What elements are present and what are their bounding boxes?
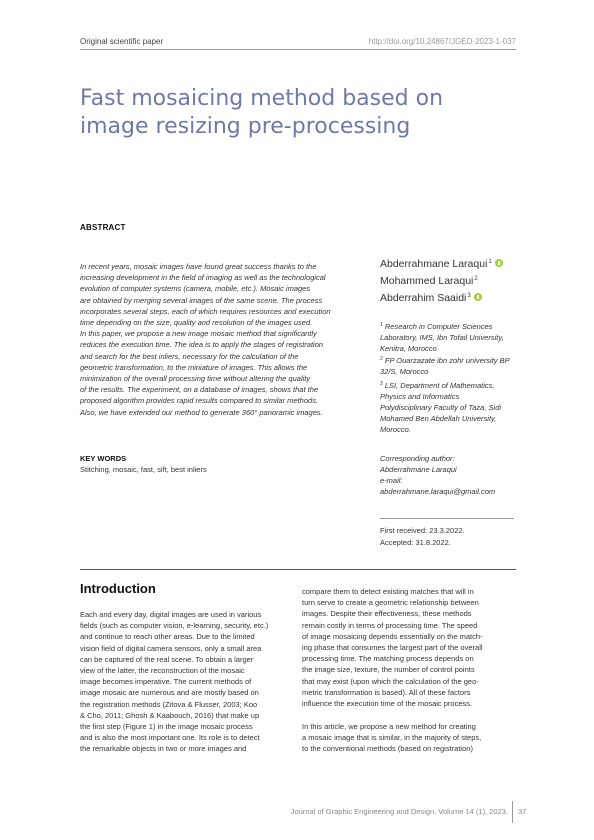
introduction-heading: Introduction [80, 581, 156, 596]
abstract-line: and search for the best inliers, necessary for the calculation of the [80, 351, 299, 361]
body-line: to the conventional methods (based on registration) [302, 744, 473, 754]
body-line: a mosaic image that is similar, in the majority of steps, [302, 733, 482, 743]
corresponding-author [380, 453, 530, 497]
author-name: Abderrahmane Laraqui [380, 258, 488, 270]
body-line: influence the execution time of the mosaic process. [302, 699, 473, 709]
dates-block [380, 525, 465, 548]
abstract-line: of the results. The experiment, on a database of images, shows that the [80, 385, 319, 395]
body-line: Each and every day, digital images are used in various [80, 610, 262, 619]
affiliation-2 [380, 354, 520, 377]
email-label: e-mail: [380, 476, 403, 485]
body-line: and continue to reach other areas. Due to the limited [80, 632, 255, 642]
abstract-line: incorporates several steps, each of which requires resources and execution [80, 306, 331, 316]
abstract-line: are obtained by merging several images of the same scene. The process [80, 295, 323, 305]
section-rule [80, 569, 516, 570]
body-line: image mosaic are numerous and are mostly based on [80, 688, 259, 698]
body-line: of image mosaicing depends essentially on the match- [302, 631, 483, 641]
author-item [380, 272, 530, 289]
affiliation-number: 2 [380, 356, 383, 362]
body-line: the first step (Figure 1) in the image mosaic process [80, 722, 253, 732]
body-line: ing phase that consumes the largest part of the overall [302, 643, 483, 653]
author-item [380, 255, 530, 272]
affiliation-line: Laboratory, IMS, Ibn Tofail University, [380, 333, 504, 342]
affiliation-line: Polydisciplinary Faculty of Taza, Sidi [380, 403, 502, 412]
affiliation-number: 1 [380, 322, 383, 328]
abstract-line: time depending on the size, quality and resolution of the images used. [80, 318, 313, 328]
body-line: and is also the most important one. Its role is to detect [80, 733, 260, 743]
abstract-line: Also, we have extended our method to generate 360° panoramic images. [80, 407, 323, 417]
received-date: First received: 23.3.2022. [380, 526, 465, 535]
corresponding-label: Corresponding author: [380, 454, 455, 463]
author-affil-number: 3 [467, 293, 471, 299]
author-affil-number: 1 [488, 259, 492, 265]
body-line: processing time. The matching process depends on [302, 654, 474, 664]
abstract-line: minimization of the overall processing time without altering the quality [80, 374, 311, 384]
abstract-line: geometric transformation, to the miniature of images. This allows the [80, 362, 308, 372]
abstract-line: proposed algorithm provides rapid results compared to similar methods. [80, 396, 319, 406]
orcid-icon[interactable] [495, 259, 503, 267]
accepted-date: Accepted: 31.8.2022. [380, 537, 451, 547]
orcid-icon[interactable] [474, 293, 482, 301]
abstract-text [80, 261, 362, 418]
header-rule [80, 49, 516, 50]
keywords-heading: KEY WORDS [80, 454, 127, 463]
page-number: 37 [518, 807, 527, 816]
email-link[interactable]: abderrahmane.laraqui@gmail.com [380, 487, 496, 496]
corresponding-name: Abderrahmane Laraqui [380, 465, 457, 474]
affiliation-line: Research in Computer Sciences [384, 322, 493, 331]
body-line: fields (such as computer vision, e-learning, security, etc.) [80, 621, 269, 631]
body-line: images. Despite their effectiveness, these methods [302, 609, 472, 619]
body-line: remain costly in terms of processing time. The speed [302, 620, 478, 630]
body-line: vision field of digital camera sensors, only a small area [80, 643, 262, 653]
body-line: the image size, texture, the number of control points [302, 665, 475, 675]
author-affil-number: 2 [474, 276, 478, 282]
keywords-text: Stitching, mosaic, fast, sift, best inliers [80, 465, 207, 474]
body-line: view of the latter, the reconstruction of the mosaic [80, 666, 245, 676]
body-line: the remarkable objects in two or more images and [80, 744, 247, 754]
author-list [380, 255, 530, 306]
header-category: Original scientific paper [80, 37, 164, 46]
body-line: & Cho, 2011; Ghosh & Kaabouch, 2016) that make up [80, 710, 260, 720]
body-line: In this article, we propose a new method for creating [302, 722, 476, 731]
dates-rule [380, 518, 514, 519]
paper-title: Fast mosaicing method based on image resizing pre-processing [80, 86, 444, 139]
footer-divider [512, 801, 513, 823]
body-line: that may exist (upon which the calculation of the geo- [302, 676, 479, 686]
abstract-line: In recent years, mosaic images have found great success thanks to the [80, 262, 317, 271]
author-name: Abderrahim Saaidi [380, 292, 467, 304]
affiliation-3 [380, 379, 520, 435]
body-line: image becomes imperative. The current methods of [80, 677, 252, 687]
intro-left-column [80, 609, 288, 755]
body-line: metric transformation is based). All of these factors [302, 687, 471, 697]
affiliation-line: Physics and Informatics [380, 392, 460, 401]
affiliation-line: 32/S, Morocco [380, 367, 429, 376]
author-name: Mohammed Laraqui [380, 275, 474, 287]
intro-right-column [302, 586, 514, 709]
affiliation-line: Morocco. [380, 425, 411, 434]
affiliation-1 [380, 320, 520, 354]
author-item [380, 289, 530, 306]
abstract-line: evolution of computer systems (camera, mobile, etc.). Mosaic images [80, 284, 311, 294]
intro-right-paragraph-2 [302, 721, 514, 755]
affiliation-line: Mohamed Ben Abdellah University, [380, 414, 497, 423]
abstract-heading: ABSTRACT [80, 223, 126, 232]
affiliation-line: Kenitra, Morocco [380, 344, 437, 353]
body-line: the registration methods (Zitova & Flusser, 2003; Koo [80, 699, 258, 709]
affiliation-line: LSI, Department of Mathematics, [384, 381, 495, 390]
abstract-line: increasing development in the field of imaging as well as the technological [80, 273, 326, 283]
affiliation-number: 3 [380, 381, 383, 387]
abstract-line: In this paper, we propose a new image mosaic method that significantly [80, 329, 317, 339]
body-line: turn serve to create a geometric relationship between [302, 598, 479, 608]
header-doi-link[interactable]: http://doi.org/10.24867/JGED-2023-1-037 [368, 37, 516, 46]
affiliation-line: FP Ouarzazate ibn zohr university BP [384, 356, 510, 365]
footer-journal: Journal of Graphic Engineering and Design, Volume 14 (1), 2023. [290, 807, 508, 816]
body-line: compare them to detect existing matches that will in [302, 587, 474, 596]
body-line: can be captured of the real scene. To obtain a larger [80, 654, 254, 664]
abstract-line: reduces the execution time. The idea is to apply the stages of registration [80, 340, 324, 350]
